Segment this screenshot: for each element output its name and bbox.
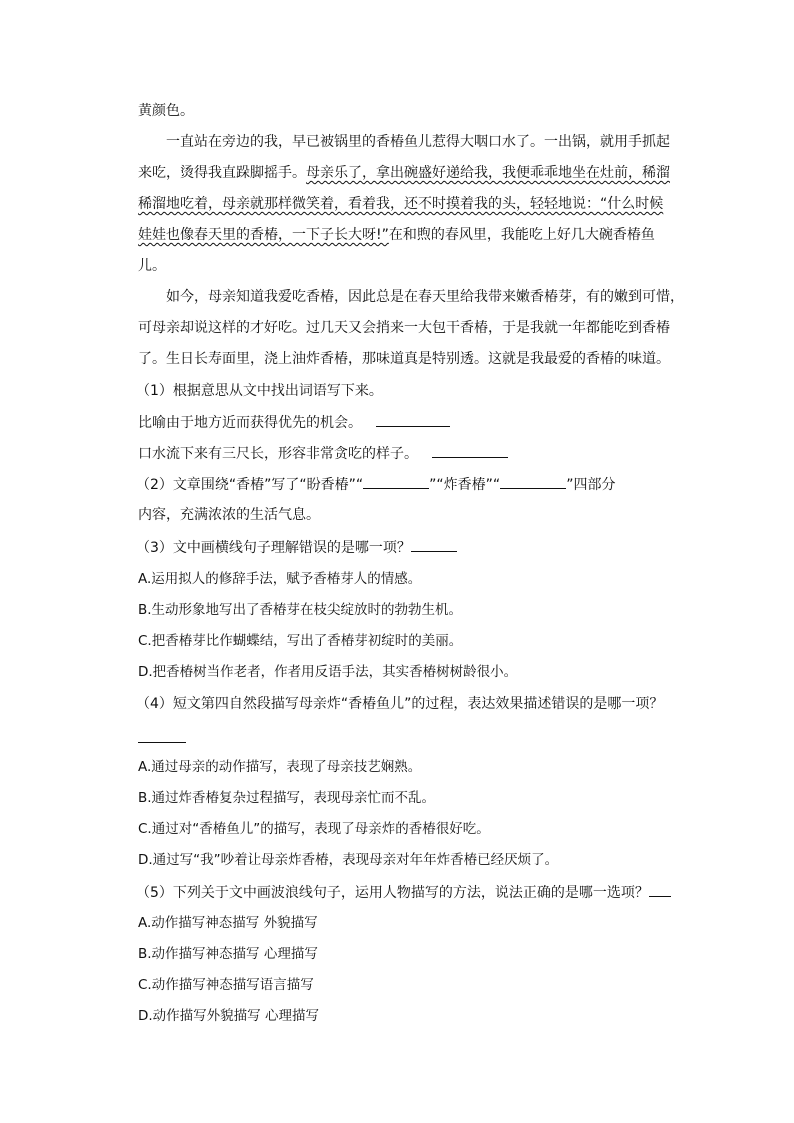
question-3 [136, 537, 457, 558]
wavy-underlined-text: 稀溜地吃着，母亲就那样微笑着，看着我，还不时摸着我的头，轻轻地说：“什么时候 [138, 196, 664, 212]
passage-line [138, 163, 670, 183]
answer-blank[interactable] [411, 537, 457, 552]
option-4c[interactable]: C.通过对“香椿鱼儿”的描写，表现了母亲炸的香椿很好吃。 [138, 821, 490, 837]
passage-text: 来吃，烫得我直跺脚摇手。 [138, 165, 306, 181]
question-1a-text: 比喻由于地方近而获得优先的机会。 [138, 415, 362, 431]
question-1b [138, 443, 508, 464]
option-3c[interactable]: C.把香椿芽比作蝴蝶结，写出了香椿芽初绽时的美丽。 [138, 633, 463, 649]
question-1: （1）根据意思从文中找出词语写下来。 [136, 383, 383, 399]
question-5-text: （5）下列关于文中画波浪线句子，运用人物描写的方法，说法正确的是哪一选项？ [136, 885, 649, 901]
question-1a [138, 412, 450, 433]
passage-line [138, 194, 663, 214]
option-5d[interactable]: D.动作描写外貌描写 心理描写 [138, 1008, 319, 1024]
option-5b[interactable]: B.动作描写神态描写 心理描写 [138, 946, 318, 962]
question-2-line2: 内容，充满浓浓的生活气息。 [138, 507, 320, 523]
wavy-underlined-text: 娃娃也像春天里的香椿，一下子长大呀!” [138, 227, 389, 243]
question-1b-text: 口水流下来有三尺长，形容非常贪吃的样子。 [138, 446, 418, 462]
question-4-blank-line [138, 728, 186, 749]
answer-blank[interactable] [649, 882, 671, 897]
option-3a[interactable]: A.运用拟人的修辞手法，赋予香椿芽人的情感。 [138, 571, 422, 587]
answer-blank[interactable] [432, 443, 508, 458]
option-5a[interactable]: A.动作描写神态描写 外貌描写 [138, 915, 318, 931]
question-2-text: （2）文章围绕“香椿”写了“盼香椿”“ [136, 477, 364, 493]
passage-line: 一直站在旁边的我，早已被锅里的香椿鱼儿惹得大咽口水了。一出锅，就用手抓起 [166, 134, 670, 150]
passage-line: 了。生日长寿面里，浇上油炸香椿，那味道真是特别透。这就是我最爱的香椿的味道。 [138, 351, 670, 367]
option-3b[interactable]: B.生动形象地写出了香椿芽在枝尖绽放时的勃勃生机。 [138, 602, 463, 618]
option-4b[interactable]: B.通过炸香椿复杂过程描写，表现母亲忙而不乱。 [138, 790, 436, 806]
wavy-underlined-text: 母亲乐了，拿出碗盛好递给我，我便乖乖地坐在灶前，稀溜 [306, 165, 670, 181]
answer-blank[interactable] [500, 474, 566, 489]
answer-blank[interactable] [376, 412, 450, 427]
option-5c[interactable]: C.动作描写神态描写语言描写 [138, 977, 314, 993]
question-2 [136, 474, 615, 495]
question-2-text: ”四部分 [566, 477, 616, 493]
passage-line: 儿。 [138, 258, 166, 274]
passage-text: 在和煦的春风里，我能吃上好几大碗香椿鱼 [388, 227, 655, 243]
answer-blank[interactable] [138, 728, 186, 743]
passage-line [138, 225, 655, 245]
option-4a[interactable]: A.通过母亲的动作描写，表现了母亲技艺娴熟。 [138, 759, 422, 775]
passage-line: 可母亲却说这样的才好吃。过几天又会捎来一大包干香椿，于是我就一年都能吃到香椿 [138, 320, 670, 336]
passage-line: 如今，母亲知道我爱吃香椿，因此总是在春天里给我带来嫩香椿芽，有的嫩到可惜， [166, 289, 684, 305]
question-2-text: ”“炸香椿”“ [429, 477, 501, 493]
question-3-text: （3）文中画横线句子理解错误的是哪一项？ [136, 540, 411, 556]
option-3d[interactable]: D.把香椿树当作老者，作者用反语手法，其实香椿树树龄很小。 [138, 664, 518, 680]
question-5 [136, 882, 671, 903]
passage-line: 黄颜色。 [138, 103, 194, 119]
question-4: （4）短文第四自然段描写母亲炸“香椿鱼儿”的过程，表达效果描述错误的是哪一项？ [136, 696, 664, 712]
option-4d[interactable]: D.通过写“我”吵着让母亲炸香椿，表现母亲对年年炸香椿已经厌烦了。 [138, 852, 559, 868]
answer-blank[interactable] [363, 474, 429, 489]
